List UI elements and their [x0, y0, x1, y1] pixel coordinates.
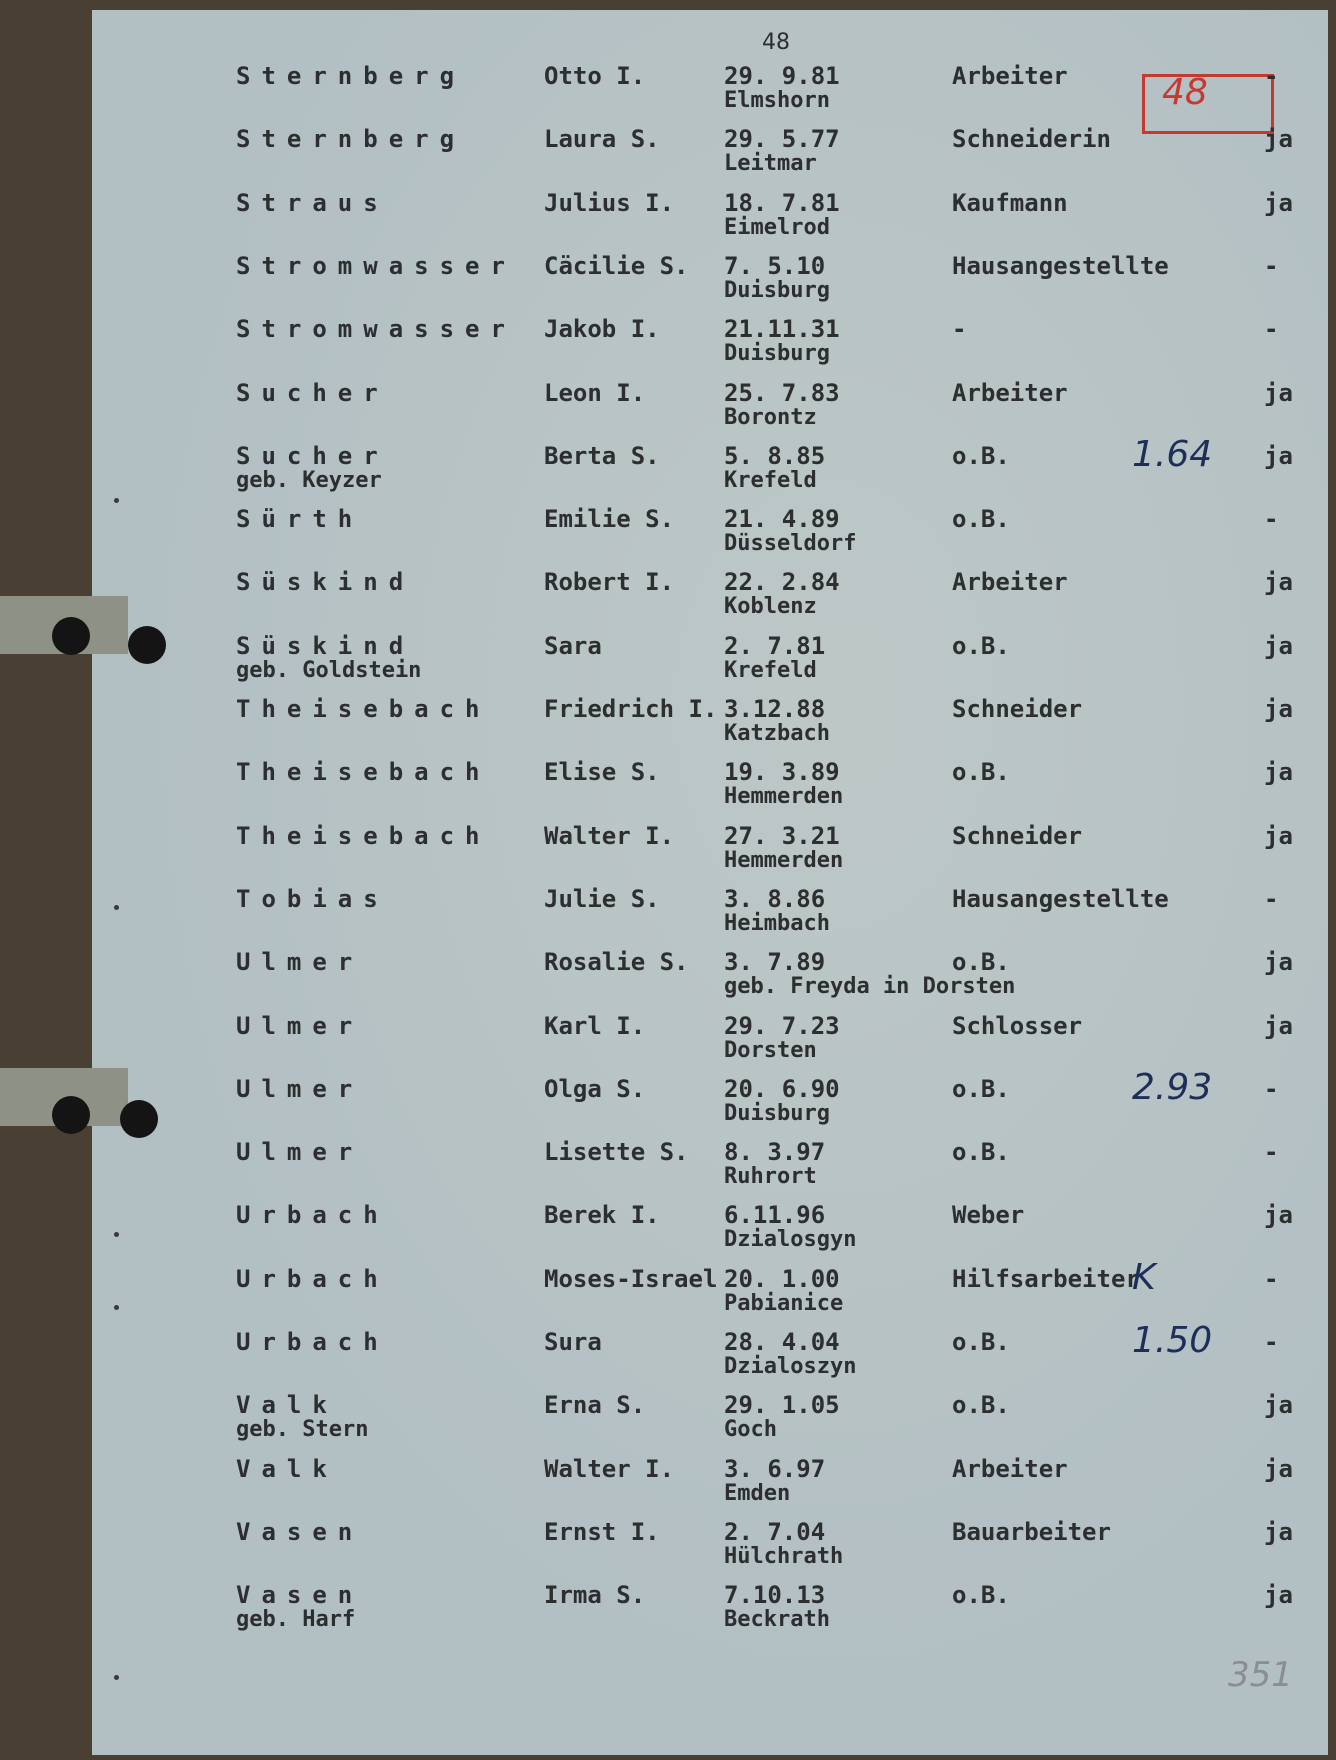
surname-cell: Vasen	[236, 1517, 364, 1546]
occupation-cell: o.B.	[952, 1138, 1010, 1167]
birth-date-cell: 22. 2.84	[724, 568, 840, 597]
status-cell: ja	[1264, 188, 1293, 217]
birth-date-cell: 25. 7.83	[724, 378, 840, 407]
birth-place-cell: Hemmerden	[724, 847, 844, 873]
handwritten-note: K	[1132, 1256, 1156, 1298]
table-row	[92, 62, 1328, 124]
birth-date-cell: 7.10.13	[724, 1581, 826, 1610]
surname-cell: Sucher	[236, 378, 389, 407]
birth-date-cell: 20. 1.00	[724, 1264, 840, 1293]
table-row	[92, 315, 1328, 377]
occupation-cell: o.B.	[952, 948, 1010, 977]
status-cell: -	[1264, 1074, 1279, 1103]
red-stamp-number: 48	[1162, 72, 1208, 113]
surname-cell: Süskind	[236, 631, 415, 660]
birthname-cell: geb. Stern	[236, 1417, 369, 1443]
table-row	[92, 1012, 1328, 1074]
table-row	[92, 125, 1328, 187]
table-row	[92, 505, 1328, 567]
given-name-cell: Julius I.	[544, 188, 675, 217]
status-cell: -	[1264, 315, 1279, 344]
birth-place-cell: Borontz	[724, 404, 817, 430]
status-cell: ja	[1264, 568, 1293, 597]
table-row	[92, 758, 1328, 820]
surname-cell: Urbach	[236, 1264, 389, 1293]
handwritten-note: 1.50	[1132, 1320, 1213, 1361]
given-name-cell: Karl I.	[544, 1011, 646, 1040]
occupation-cell: Arbeiter	[952, 62, 1068, 90]
occupation-cell: Hausangestellte	[952, 884, 1169, 913]
given-name-cell: Berek I.	[544, 1201, 660, 1230]
birth-date-cell: 6.11.96	[724, 1201, 826, 1230]
birthname-cell: geb. Goldstein	[236, 657, 422, 683]
occupation-cell: Kaufmann	[952, 188, 1068, 217]
given-name-cell: Cäcilie S.	[544, 251, 689, 280]
given-name-cell: Laura S.	[544, 125, 660, 154]
surname-cell: Valk	[236, 1454, 338, 1483]
table-row	[92, 695, 1328, 757]
occupation-cell: Schlosser	[952, 1011, 1083, 1040]
birth-place-cell: Leitmar	[724, 151, 817, 177]
birth-date-cell: 2. 7.04	[724, 1517, 826, 1546]
birth-place-cell: Hülchrath	[724, 1543, 844, 1569]
punch-hole	[52, 617, 90, 655]
birth-place-cell: Krefeld	[724, 657, 817, 683]
given-name-cell: Olga S.	[544, 1074, 646, 1103]
status-cell: -	[1264, 884, 1279, 913]
given-name-cell: Walter I.	[544, 821, 675, 850]
given-name-cell: Erna S.	[544, 1391, 646, 1420]
status-cell: -	[1264, 1138, 1279, 1167]
birth-place-cell: geb. Freyda in Dorsten	[724, 974, 1016, 1000]
birth-date-cell: 28. 4.04	[724, 1328, 840, 1356]
occupation-cell: Arbeiter	[952, 1454, 1068, 1483]
table-row	[92, 189, 1328, 251]
occupation-cell: o.B.	[952, 1581, 1010, 1610]
given-name-cell: Ernst I.	[544, 1517, 660, 1546]
table-row	[92, 1256, 1328, 1327]
given-name-cell: Lisette S.	[544, 1138, 689, 1167]
status-cell: ja	[1264, 1201, 1293, 1230]
status-cell: ja	[1264, 1517, 1293, 1546]
status-cell: ja	[1264, 695, 1293, 723]
status-cell: ja	[1264, 1391, 1293, 1420]
birth-place-cell: Dzialosgyn	[724, 1227, 857, 1253]
occupation-cell: Weber	[952, 1201, 1025, 1230]
status-cell: ja	[1264, 441, 1293, 470]
birth-date-cell: 29. 9.81	[724, 62, 840, 90]
status-cell: -	[1264, 251, 1279, 280]
birth-place-cell: Duisburg	[724, 277, 830, 303]
surname-cell: Ulmer	[236, 1011, 364, 1040]
surname-cell: Tobias	[236, 884, 389, 913]
punch-hole	[128, 626, 166, 664]
birth-place-cell: Ruhrort	[724, 1164, 817, 1190]
birth-date-cell: 8. 3.97	[724, 1138, 826, 1167]
occupation-cell: -	[952, 315, 967, 344]
birth-place-cell: Duisburg	[724, 1100, 830, 1126]
birth-date-cell: 3.12.88	[724, 695, 826, 723]
surname-cell: Valk	[236, 1391, 338, 1420]
birth-date-cell: 27. 3.21	[724, 821, 840, 850]
surname-cell: Ulmer	[236, 1074, 364, 1103]
birth-place-cell: Pabianice	[724, 1290, 844, 1316]
birthname-cell: geb. Keyzer	[236, 467, 382, 493]
birth-place-cell: Goch	[724, 1417, 777, 1443]
given-name-cell: Jakob I.	[544, 315, 660, 344]
table-row	[92, 1455, 1328, 1517]
table-row	[92, 433, 1328, 504]
table-row	[92, 1201, 1328, 1263]
surname-cell: Sternberg	[236, 125, 466, 154]
surname-cell: Straus	[236, 188, 389, 217]
margin-mark	[114, 1305, 119, 1310]
surname-cell: Theisebach	[236, 758, 491, 787]
occupation-cell: o.B.	[952, 1328, 1010, 1356]
birth-date-cell: 20. 6.90	[724, 1074, 840, 1103]
surname-cell: Urbach	[236, 1328, 389, 1356]
table-row	[92, 1518, 1328, 1580]
surname-cell: Theisebach	[236, 695, 491, 723]
status-cell: ja	[1264, 758, 1293, 787]
table-row	[92, 1581, 1328, 1643]
given-name-cell: Robert I.	[544, 568, 675, 597]
occupation-cell: Hilfsarbeiter	[952, 1264, 1140, 1293]
surname-cell: Sürth	[236, 505, 364, 534]
top-page-number: 48	[762, 30, 790, 55]
birth-date-cell: 3. 7.89	[724, 948, 826, 977]
table-row	[92, 885, 1328, 947]
birth-place-cell: Dorsten	[724, 1037, 817, 1063]
birth-place-cell: Duisburg	[724, 341, 830, 367]
table-row	[92, 632, 1328, 694]
birth-place-cell: Katzbach	[724, 721, 830, 746]
status-cell: ja	[1264, 948, 1293, 977]
surname-cell: Stromwasser	[236, 251, 516, 280]
occupation-cell: o.B.	[952, 1391, 1010, 1420]
status-cell: -	[1264, 505, 1279, 534]
occupation-cell: Arbeiter	[952, 568, 1068, 597]
given-name-cell: Irma S.	[544, 1581, 646, 1610]
birth-place-cell: Krefeld	[724, 467, 817, 493]
table-row	[92, 822, 1328, 884]
status-cell: ja	[1264, 378, 1293, 407]
birth-date-cell: 5. 8.85	[724, 441, 826, 470]
birth-place-cell: Düsseldorf	[724, 531, 857, 557]
status-cell: -	[1264, 62, 1279, 90]
status-cell: ja	[1264, 1011, 1293, 1040]
table-row	[92, 252, 1328, 314]
occupation-cell: Hausangestellte	[952, 251, 1169, 280]
surname-cell: Ulmer	[236, 1138, 364, 1167]
surname-cell: Sucher	[236, 441, 389, 470]
given-name-cell: Berta S.	[544, 441, 660, 470]
birth-place-cell: Hemmerden	[724, 784, 844, 810]
given-name-cell: Sura	[544, 1328, 602, 1356]
occupation-cell: o.B.	[952, 631, 1010, 660]
occupation-cell: o.B.	[952, 441, 1010, 470]
birth-date-cell: 29. 7.23	[724, 1011, 840, 1040]
margin-mark	[114, 498, 119, 503]
surname-cell: Stromwasser	[236, 315, 516, 344]
given-name-cell: Emilie S.	[544, 505, 675, 534]
birth-place-cell: Koblenz	[724, 594, 817, 620]
occupation-cell: Bauarbeiter	[952, 1517, 1111, 1546]
given-name-cell: Friedrich I.	[544, 695, 718, 723]
occupation-cell: Schneider	[952, 695, 1083, 723]
margin-mark	[114, 1232, 119, 1237]
birth-place-cell: Beckrath	[724, 1607, 830, 1633]
given-name-cell: Rosalie S.	[544, 948, 689, 977]
table-row	[92, 1320, 1328, 1390]
birth-date-cell: 2. 7.81	[724, 631, 826, 660]
occupation-cell: o.B.	[952, 505, 1010, 534]
margin-mark	[114, 905, 119, 910]
punch-hole	[52, 1096, 90, 1134]
status-cell: ja	[1264, 631, 1293, 660]
surname-cell: Sternberg	[236, 62, 466, 90]
status-cell: ja	[1264, 125, 1293, 154]
birth-place-cell: Heimbach	[724, 910, 830, 936]
handwritten-note: 1.64	[1132, 433, 1213, 475]
surname-cell: Vasen	[236, 1581, 364, 1610]
birth-date-cell: 21.11.31	[724, 315, 840, 344]
birth-date-cell: 3. 8.86	[724, 884, 826, 913]
birth-date-cell: 18. 7.81	[724, 188, 840, 217]
table-row	[92, 1138, 1328, 1200]
status-cell: ja	[1264, 1454, 1293, 1483]
status-cell: ja	[1264, 1581, 1293, 1610]
punch-hole	[120, 1100, 158, 1138]
status-cell: ja	[1264, 821, 1293, 850]
table-row	[92, 379, 1328, 441]
occupation-cell: Schneider	[952, 821, 1083, 850]
given-name-cell: Moses-Israel	[544, 1264, 718, 1293]
birth-place-cell: Dzialoszyn	[724, 1354, 857, 1379]
birth-date-cell: 21. 4.89	[724, 505, 840, 534]
occupation-cell: Schneiderin	[952, 125, 1111, 154]
birth-place-cell: Elmshorn	[724, 88, 830, 113]
birth-date-cell: 7. 5.10	[724, 251, 826, 280]
table-row	[92, 1391, 1328, 1453]
birth-date-cell: 19. 3.89	[724, 758, 840, 787]
given-name-cell: Otto I.	[544, 62, 646, 90]
surname-cell: Süskind	[236, 568, 415, 597]
birth-place-cell: Eimelrod	[724, 214, 830, 240]
status-cell: -	[1264, 1264, 1279, 1293]
birth-date-cell: 29. 1.05	[724, 1391, 840, 1420]
birth-date-cell: 3. 6.97	[724, 1454, 826, 1483]
birth-place-cell: Emden	[724, 1480, 791, 1506]
table-row	[92, 568, 1328, 630]
occupation-cell: o.B.	[952, 1074, 1010, 1103]
handwritten-note: 2.93	[1132, 1066, 1213, 1108]
margin-mark	[114, 1675, 119, 1680]
surname-cell: Ulmer	[236, 948, 364, 977]
occupation-cell: Arbeiter	[952, 378, 1068, 407]
bottom-page-number: 351	[1228, 1655, 1293, 1695]
given-name-cell: Walter I.	[544, 1454, 675, 1483]
given-name-cell: Elise S.	[544, 758, 660, 787]
surname-cell: Urbach	[236, 1201, 389, 1230]
given-name-cell: Julie S.	[544, 884, 660, 913]
table-row	[92, 948, 1328, 1010]
given-name-cell: Sara	[544, 631, 602, 660]
document-page	[92, 10, 1328, 1755]
surname-cell: Theisebach	[236, 821, 491, 850]
birth-date-cell: 29. 5.77	[724, 125, 840, 154]
birthname-cell: geb. Harf	[236, 1607, 356, 1633]
given-name-cell: Leon I.	[544, 378, 646, 407]
occupation-cell: o.B.	[952, 758, 1010, 787]
table-row	[92, 1066, 1328, 1137]
status-cell: -	[1264, 1328, 1279, 1356]
